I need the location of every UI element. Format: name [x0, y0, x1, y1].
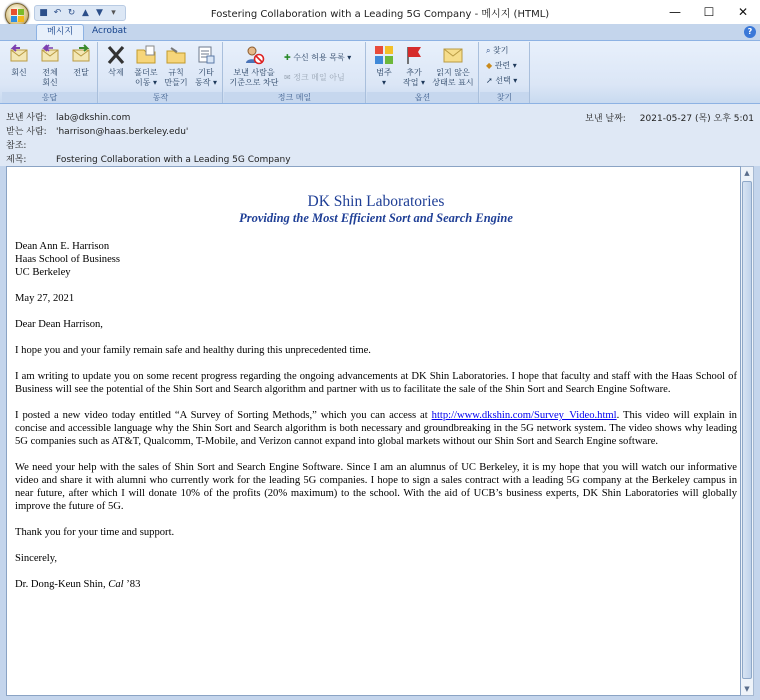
rules-icon: [165, 44, 187, 66]
tab-message[interactable]: 메시지: [36, 24, 84, 40]
not-junk-icon: ✉: [284, 73, 294, 82]
letterhead-tagline: Providing the Most Efficient Sort and Search Engine: [239, 211, 513, 225]
salutation: Dear Dean Harrison,: [15, 319, 103, 330]
from-value[interactable]: lab@dkshin.com: [56, 113, 131, 123]
scroll-up-icon[interactable]: ▲: [744, 169, 750, 177]
subject-label: 제목:: [6, 155, 27, 165]
paragraph-2: I am writing to update you on some recent progress regarding the ongoing advancements at DK Shin Laboratories. I hope that faculty and staff with the Haas School of Business will see the potential of the Shin Sort and Search algorithm and partner with us to facilitate the sale of the Shin Sort and Search Engine Software.: [15, 371, 737, 395]
group-junk-label: 정크 메일: [224, 92, 365, 103]
previous-item-icon[interactable]: ▲: [82, 8, 89, 18]
group-junk-mail: [224, 42, 366, 103]
address-line: Haas School of Business: [15, 254, 121, 265]
group-respond: [2, 42, 98, 103]
block-sender-button[interactable]: 보낸 사람을 기준으로 차단: [226, 44, 282, 88]
select-button[interactable]: ➚ 선택 ▾: [486, 76, 518, 85]
scroll-thumb[interactable]: [742, 181, 752, 679]
scroll-down-icon[interactable]: ▼: [744, 685, 750, 693]
to-value[interactable]: 'harrison@haas.berkeley.edu': [56, 127, 189, 137]
ribbon: [0, 40, 760, 104]
safe-list-button[interactable]: ✚ 수신 허용 목록 ▾: [284, 53, 352, 62]
ribbon-tabs: [0, 24, 760, 40]
group-actions-label: 동작: [99, 92, 222, 103]
cursor-icon: ➚: [486, 76, 496, 85]
safe-list-icon: ✚: [284, 53, 294, 62]
letter-date: May 27, 2021: [15, 293, 75, 304]
customize-qat-icon[interactable]: ▾: [111, 8, 116, 18]
undo-icon[interactable]: ↶: [53, 8, 62, 18]
minimize-button[interactable]: —: [669, 5, 681, 19]
other-actions-button[interactable]: 기타 동작 ▾: [191, 44, 221, 88]
reply-icon: [8, 44, 30, 66]
reply-all-icon: [39, 44, 61, 66]
video-link[interactable]: http://www.dkshin.com/Survey_Video.html: [431, 410, 617, 421]
move-folder-icon: [135, 44, 157, 66]
vertical-scrollbar[interactable]: [741, 166, 754, 696]
letter: [15, 167, 737, 591]
window-controls: [658, 0, 760, 24]
tab-acrobat[interactable]: Acrobat: [92, 26, 127, 36]
title-bar: [0, 0, 760, 24]
letterhead-title: DK Shin Laboratories: [307, 193, 445, 210]
block-sender-icon: [243, 44, 265, 66]
quick-access-toolbar: [34, 5, 126, 21]
group-find-label: 찾기: [480, 92, 529, 103]
follow-up-icon: [403, 44, 425, 66]
sent-row: [585, 111, 754, 124]
redo-icon[interactable]: ↻: [67, 8, 76, 18]
next-item-icon[interactable]: ▼: [96, 8, 103, 18]
move-to-folder-button[interactable]: 폴더로 이동 ▾: [131, 44, 161, 88]
recipient-address: [15, 240, 737, 279]
forward-button[interactable]: 전달: [66, 44, 96, 78]
group-respond-label: 응답: [2, 92, 97, 103]
window-title: Fostering Collaboration with a Leading 5G Company - 메시지 (HTML): [210, 9, 550, 20]
office-logo-icon: [11, 9, 24, 22]
message-header: [0, 104, 760, 166]
paragraph-5: Thank you for your time and support.: [15, 527, 175, 538]
close-button[interactable]: ✕: [737, 5, 749, 19]
maximize-button[interactable]: ☐: [703, 5, 715, 19]
reply-button[interactable]: 회신: [4, 44, 34, 78]
paragraph-4: We need your help with the sales of Shin Sort and Search Engine Software. Since I am an alumnus of UC Berkeley, it is my hope that you will watch our informative video and share it with alumni who currently work for the leading 5G companies. I hope to sign a sales contract with a leading 5G company at the Berkeley campus in near future, after which I will donate 10% of the profits (20% maximum) to the school. With the aid of UCB’s business experts, DK Shin Laboratories will globally improve the future of 5G.: [15, 462, 737, 512]
other-actions-icon: [195, 44, 217, 66]
save-icon[interactable]: ■: [39, 8, 48, 18]
related-icon: ◆: [486, 61, 495, 70]
address-line: UC Berkeley: [15, 267, 71, 278]
not-junk-button: ✉ 정크 메일 아님: [284, 73, 345, 82]
from-label: 보낸 사람:: [6, 113, 47, 123]
message-body[interactable]: [6, 166, 741, 696]
mark-unread-icon: [442, 44, 464, 66]
signature: Dr. Dong-Keun Shin, Cal ’83: [15, 579, 141, 590]
follow-up-button[interactable]: 추가 작업 ▾: [399, 44, 429, 88]
related-button[interactable]: ◆ 관련 ▾: [486, 61, 517, 70]
paragraph-3: I posted a new video today entitled “A Survey of Sorting Methods,” which you can access at http://www.dkshin.com/Survey_Video.html. This video will explain in concise and accessible language why the Shin Sort and Search algorithm is both necessary and groundbreaking in the 5G network system. The video shows why leading 5G companies such as AT&T, Qualcomm, T-Mobile, and Verizon cannot expand into global markets without our Shin Sort and Search Engine software.: [15, 410, 737, 447]
group-options: [367, 42, 479, 103]
cc-label: 참조:: [6, 141, 27, 151]
forward-icon: [70, 44, 92, 66]
group-options-label: 옵션: [367, 92, 478, 103]
cc-row: [6, 138, 56, 151]
subject-row: [6, 152, 291, 165]
reply-all-button[interactable]: 전체 회신: [35, 44, 65, 88]
group-actions: [99, 42, 223, 103]
address-line: Dean Ann E. Harrison: [15, 241, 110, 252]
help-icon[interactable]: ?: [744, 26, 756, 38]
from-row: [6, 110, 130, 123]
closing: Sincerely,: [15, 553, 57, 564]
subject-value: Fostering Collaboration with a Leading 5G Company: [56, 155, 291, 165]
mark-unread-button[interactable]: 읽지 않은 상태로 표시: [429, 44, 477, 88]
create-rule-button[interactable]: 규칙 만들기: [161, 44, 191, 88]
find-button[interactable]: ⌕ 찾기: [486, 46, 509, 55]
to-label: 받는 사람:: [6, 127, 47, 137]
categorize-icon: [373, 44, 395, 66]
paragraph-1: I hope you and your family remain safe and healthy during this unprecedented time.: [15, 345, 371, 356]
sent-label: 보낸 날짜:: [585, 114, 626, 124]
delete-icon: [105, 44, 127, 66]
to-row: [6, 124, 188, 137]
categorize-button[interactable]: 범주 ▾: [369, 44, 399, 88]
delete-button[interactable]: 삭제: [101, 44, 131, 78]
sent-value: 2021-05-27 (목) 오후 5:01: [639, 114, 754, 124]
group-find: [480, 42, 530, 103]
binoculars-icon: ⌕: [486, 46, 494, 55]
